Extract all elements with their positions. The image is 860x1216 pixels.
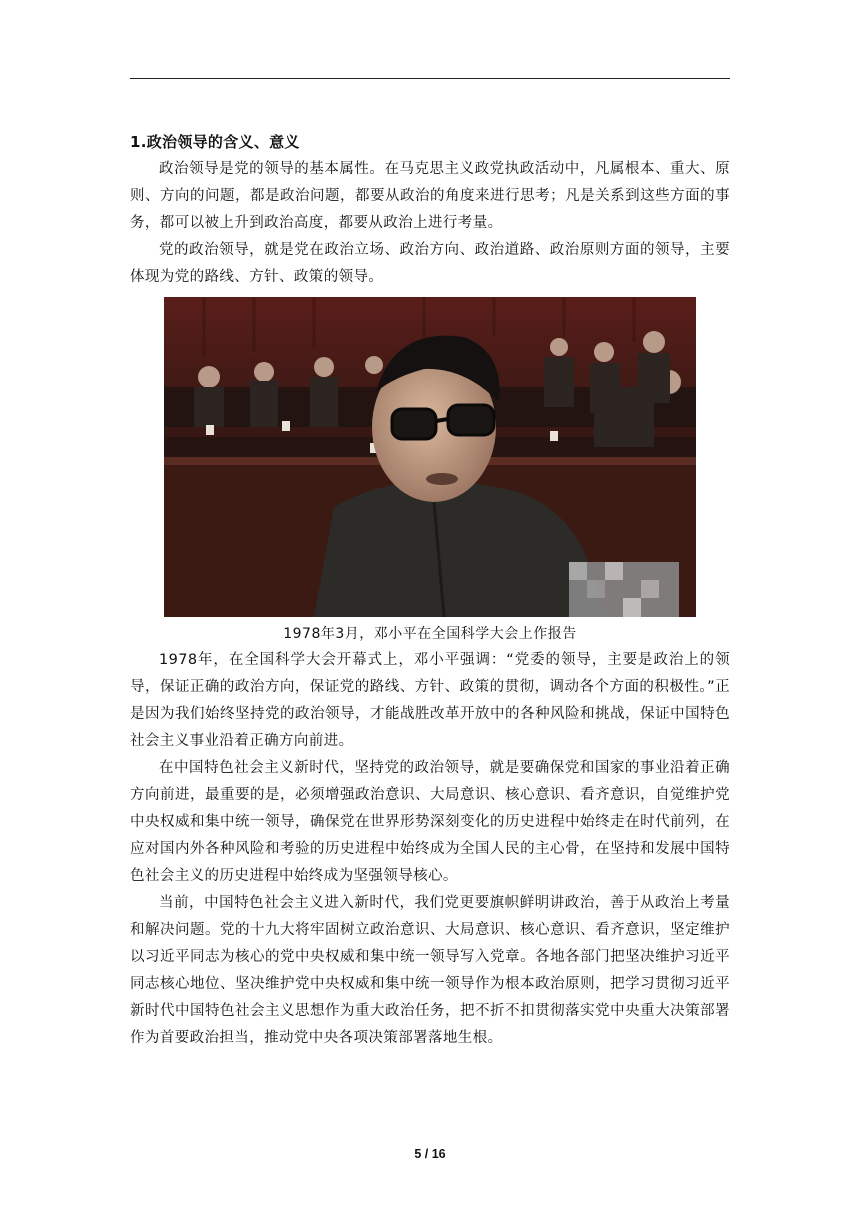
figure-caption: 1978年3月，邓小平在全国科学大会上作报告 bbox=[283, 626, 577, 642]
paragraph-new-era: 在中国特色社会主义新时代，坚持党的政治领导，就是要确保党和国家的事业沿着正确方向前进，最重要的是，必须增强政治意识、大局意识、核心意识、看齐意识，自觉维护党中央权威和集中统一领导，确保党在世界形势深刻变化的历史进程中始终走在时代前列，在应对国内外各种风险和考验的历史进程中始终成为全国人民的主心骨，在坚持和发展中国特色社会主义的历史进程中始终成为坚强领导核心。 bbox=[130, 760, 730, 884]
paragraph-1978-speech: 1978年，在全国科学大会开幕式上，邓小平强调：“党委的领导，主要是政治上的领导，保证正确的政治方向，保证党的路线、方针、政策的贯彻，调动各个方面的积极性。”正是因为我们始终坚持党的政治领导，才能战胜改革开放中的各种风险和挑战，保证中国特色社会主义事业沿着正确方向前进。 bbox=[130, 652, 730, 749]
speech-photo bbox=[164, 297, 696, 617]
figure bbox=[164, 297, 696, 647]
page-number: 5 / 16 bbox=[414, 1147, 446, 1161]
header-rule bbox=[130, 78, 730, 79]
page-content bbox=[130, 128, 730, 1052]
paragraph-definition: 政治领导是党的领导的基本属性。在马克思主义政党执政活动中，凡属根本、重大、原则、方向的问题，都是政治问题，都要从政治的角度来进行思考；凡是关系到这些方面的事务，都可以被上升到政治高度，都要从政治上进行考量。 bbox=[130, 161, 730, 231]
section-heading: 1.政治领导的含义、意义 bbox=[130, 133, 300, 151]
paragraph-current: 当前，中国特色社会主义进入新时代，我们党更要旗帜鲜明讲政治，善于从政治上考量和解决问题。党的十九大将牢固树立政治意识、大局意识、核心意识、看齐意识，坚定维护以习近平同志为核心的党中央权威和集中统一领导写入党章。各地各部门把坚决维护习近平同志核心地位、坚决维护党中央权威和集中统一领导作为根本政治原则，把学习贯彻习近平新时代中国特色社会主义思想作为重大政治任务，把不折不扣贯彻落实党中央重大决策部署作为首要政治担当，推动党中央各项决策部署落地生根。 bbox=[130, 895, 730, 1046]
paragraph-political-leadership: 党的政治领导，就是党在政治立场、政治方向、政治道路、政治原则方面的领导，主要体现为党的路线、方针、政策的领导。 bbox=[130, 242, 730, 285]
speech-photo-illustration bbox=[164, 297, 696, 617]
